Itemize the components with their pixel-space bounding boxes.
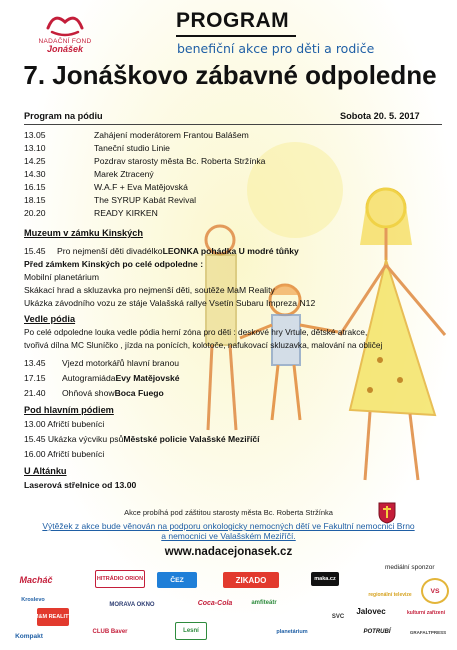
program-heading: PROGRAM [176,9,290,32]
main-stage-area-line: 15.45 Ukázka výcviku psů Městské policie Valašské Meziříčí [24,434,260,444]
side-stage-desc: tvořivá dílna MC Sluníčko , jízda na ponících, kolotoče, nafukovací skluzavka, malování na obličej [24,340,383,350]
heart-hand-icon [44,8,86,38]
stage-schedule [24,129,444,220]
sponsor-logo-grafaltpress: GRAFALTPRESS [409,629,447,635]
sponsor-logo-vs: VS [421,578,449,604]
schedule-row: 14.30 Marek Ztracený [24,169,154,179]
museum-line: Ukázka závodního vozu ze stáje Valašská rallye Vsetín Subaru Impreza N12 [24,298,316,308]
program-underline [176,35,296,37]
logo-text-jonasek: Jonášek [46,44,84,54]
museum-heading: Muzeum v zámku Kinských [24,228,143,238]
sponsor-logo-svc: SVC [331,614,345,620]
jonasek-logo [30,8,100,62]
sponsor-logo-amfiteatr: amfiteátr [251,600,277,606]
sponsor-logo-regionalni-televize: regionální televize [368,592,412,598]
media-sponsor-label: mediální sponzor [385,564,435,571]
museum-line: Mobilní planetárium [24,272,99,282]
altanek-line: Laserová střelnice od 13.00 [24,480,137,490]
sponsor-logo-kompakt: Kompakt [15,632,43,640]
sponsor-logo-machac: Macháč [19,575,53,585]
website-link[interactable]: www.nadacejonasek.cz [164,546,293,558]
side-stage-row: 13.45 Vjezd motorkářů hlavní branou [24,358,180,368]
schedule-row: 13.10 Taneční studio Linie [24,143,170,153]
sponsor-logo-club-baver: CLUB Baver [92,629,128,635]
sponsor-logo-maka: maka.cz [311,572,339,586]
sponsor-logo-planetarium: planetárium [276,629,308,635]
sponsor-logo-zikado: ZIKADO [223,572,279,588]
sponsor-logo-morava-okno: MORAVA OKNO [109,602,155,608]
schedule-row: 16.15 W.A.F + Eva Matějovská [24,182,188,192]
sponsor-logo-kulturni-zarizeni: kulturní zařízení [406,610,446,616]
side-stage-row: 21.40 Ohňová show Boca Fuego [24,388,164,398]
sponsor-logo-coca-cola: Coca-Cola [197,599,233,607]
side-stage-heading: Vedle pódia [24,314,76,324]
side-stage-desc: Po celé odpoledne louka vedle pódia herní zóna pro děti : deskové hry Vrtule, dětské atrakce, [24,327,368,337]
schedule-row: 14.25 Pozdrav starosty města Bc. Roberta Stržínka [24,156,266,166]
sponsor-logo-cez: ČEZ [157,572,197,588]
event-title: 7. Jonáškovo zábavné odpoledne [23,60,437,90]
sponsor-logo-hitradio: HITRÁDIO ORION [95,570,145,588]
sponsor-logo-potrubi: POTRUBÍ [363,629,391,635]
program-content [24,110,444,493]
logo-text-nadacni-fond: NADAČNÍ FOND [38,38,92,45]
main-stage-area-heading: Pod hlavním pódiem [24,405,114,415]
museum-line: Skákací hrad a skluzavka pro nejmenší děti, soutěže MaM Reality [24,285,275,295]
schedule-row: 13.05 Zahájení moderátorem Frantou Balášem [24,130,249,140]
museum-row: 15.45 Pro nejmenší děti divadélko LEONKA pohádka U modré tůňky [24,246,299,256]
divider [24,124,442,125]
schedule-row: 18.15 The SYRUP Kabát Revival [24,195,197,205]
side-stage-row: 17.15 Autogramiáda Evy Matějovské [24,373,180,383]
altanek-heading: U Altánku [24,466,67,476]
main-stage-area-line: 16.00 Afričtí bubeníci [24,449,105,459]
schedule-row: 20.20 READY KIRKEN [24,208,158,218]
museum-subheading: Před zámkem Kinských po celé odpoledne : [24,259,204,269]
event-date: Sobota 20. 5. 2017 [340,111,420,121]
sponsor-logo-jalovec: Jalovec [356,606,386,616]
stage-heading: Program na pódiu [24,111,103,121]
proceeds-text: Výtěžek z akce bude věnován na podporu onkologicky nemocných dětí ve Fakultní nemocnici Brno a nemocnici ve Valašském Meziříčí. [42,521,415,541]
sponsor-logo-lesni: Lesní [175,622,207,640]
patronage-text: Akce probíhá pod záštitou starosty města Bc. Roberta Stržínka [124,508,333,517]
main-stage-area-line: 13.00 Afričtí bubeníci [24,419,105,429]
event-subtitle: benefiční akce pro děti a rodiče [177,41,375,56]
sponsor-logo-mm-reality: M&M REALITY [37,608,69,626]
sponsor-logo-kroslevo: Kroslevo [21,597,45,603]
